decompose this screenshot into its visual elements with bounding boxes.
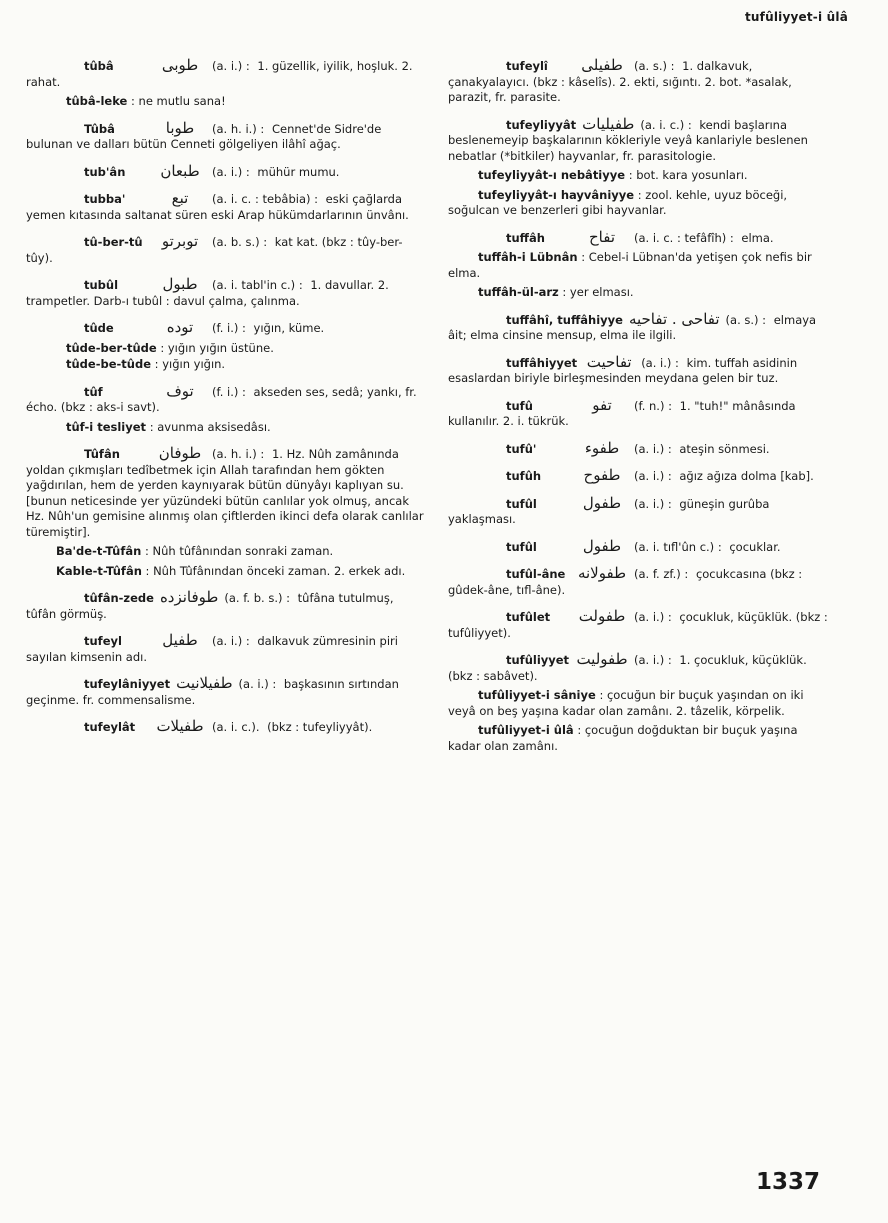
dictionary-entry [448,536,830,556]
dictionary-entry [36,420,426,436]
entry-arabic-script: طوبى [161,56,199,74]
dictionary-entry [26,277,426,309]
dictionary-entry [26,320,426,337]
entry-headword: Ba'de-t-Tûfân [56,544,142,558]
dictionary-entry [26,676,426,708]
entry-definition: elma. [741,230,774,245]
entry-headword: tufeyliyyât-ı nebâtiyye [478,168,626,182]
entry-definition: kat kat. (bkz : tûy-ber-tûy). [26,235,403,265]
entry-headword: tûde-ber-tûde [66,340,157,355]
entry-grammar: (a. b. s.) : [212,235,268,249]
entry-grammar: (a. i.) : [641,355,679,370]
entry-definition: dalkavuk zümresinin piri sayılan kimsenin adı. [26,634,398,664]
entry-definition: kendi başlarına beslenemeyip başkalarının kökleriyle veyâ kanlariyle beslenen nebatlar (*bitkiler) hayvanlar, fr. parasitologie. [448,117,808,163]
entry-headword: tuffâh-ül-arz [478,285,559,299]
entry-headword: tufeyliyyât-ı hayvâniyye [478,187,635,202]
entry-arabic-script: توف [166,381,194,400]
dictionary-entry [448,493,830,528]
entry-arabic-script: طوفانزده [159,588,219,606]
entry-definition: mühür mumu. [257,164,340,179]
entry-definition: (bkz : tufeyliyyât). [267,720,373,734]
entry-definition: : Cebel-i Lübnan'da yetişen çok nefis bir elma. [448,250,812,280]
entry-definition: kim. tuffah asidinin esaslardan biriyle birleşmesinden meydana gelen bir tuz. [448,355,798,385]
entry-arabic-script: تفاح [588,227,615,246]
entry-headword: tubûl [84,278,119,292]
entry-headword: tufeylât [84,720,136,734]
entry-grammar: (a. i.) : [634,610,672,624]
entry-grammar: (a. i.) : [212,634,250,648]
entry-grammar: (a. i. c.) : [640,117,692,132]
entry-headword: tufeyliyyât [506,117,577,132]
entry-definition: tûfâna tutulmuş, tûfân görmüş. [26,591,394,621]
entry-definition: güneşin gurûba yaklaşması. [448,496,770,526]
entry-headword: tûf-i tesliyet [66,419,147,434]
entry-grammar: (a. i.) : [634,469,672,483]
entry-grammar: (a. i.) : [238,677,277,691]
entry-arabic-script: طوبا [165,118,195,137]
entry-headword: tûfân-zede [84,591,154,605]
entry-definition: : yığın yığın. [154,357,226,371]
entry-headword: tufû' [506,441,537,456]
entry-definition: ağız ağıza dolma [kab]. [679,469,814,483]
entry-headword: tûde [84,321,114,335]
dictionary-entry [36,94,426,110]
entry-arabic-script: تفاحى . تفاحيه [628,309,720,328]
entry-definition: : avunma aksisedâsı. [149,419,271,434]
entry-headword: tufûliyyet-i sâniye [478,688,596,702]
entry-arabic-script: طبعان [160,161,200,180]
dictionary-entry [448,652,830,684]
dictionary-entry [448,438,830,458]
entry-headword: tûbâ [84,59,114,73]
entry-definition: Cennet'de Sidre'de bulunan ve dalları bütün Cenneti gölgeliyen ilâhî ağaç. [26,121,382,151]
entry-grammar: (a. i. c. : tebâbia) : [212,192,319,206]
entry-definition: 1. Hz. Nûh zamânında yoldan çıkmışları tedîbetmek için Allah tarafından hem gökten yağdırılan, hem de yerden kaynıyarak bütün dünyâyı kaplıyan su. [bunun neticesinde yer yüzündeki bütün canlılar yok olmuş, ancak Hz. Nûh'un gemisine alınmış olan çiftlerden ikinci defa olarak canlılar türemiştir]. [26,447,424,539]
dictionary-entry [36,341,426,357]
entry-headword: tubba' [84,192,126,206]
entry-headword: tuffâhî, tuffâhiyye [506,312,623,327]
entry-arabic-script: طبول [162,275,198,293]
page-number: 1337 [755,1169,820,1195]
left-column [26,58,426,740]
entry-definition: çocuklar. [729,539,781,554]
entry-definition: : Nûh Tûfânından önceki zaman. 2. erkek adı. [145,563,406,578]
dictionary-entry [448,58,830,106]
entry-arabic-script: طفيليات [582,114,635,133]
entry-arabic-script: طفيلى [581,56,623,74]
entry-definition: : zool. kehle, uyuz böceği, soğulcan ve benzerleri gibi hayvanlar. [448,187,788,217]
entry-headword: tufûl-âne [506,567,566,581]
entry-arabic-script: تبع [171,189,189,207]
entry-headword: tufeyl [84,634,122,648]
entry-grammar: (a. i.) : [634,653,672,667]
dictionary-entry [26,446,426,540]
entry-definition: : çocuğun doğduktan bir buçuk yaşına kadar olan zamânı. [448,723,798,753]
entry-arabic-script: طفول [582,493,622,512]
entry-definition: : yer elması. [562,285,634,299]
entry-grammar: (a. f. b. s.) : [224,591,291,605]
entry-arabic-script: تفو [592,395,612,414]
dictionary-entry [448,468,830,485]
entry-headword: tufûlet [506,610,551,624]
running-header: tufûliyyet-i ûlâ [744,10,848,24]
entry-arabic-script: طفوليت [576,650,628,668]
entry-grammar: (a. h. i.) : [212,447,265,461]
entry-headword: tufûliyyet [506,653,570,667]
entry-headword: tû-ber-tû [84,235,143,249]
entry-grammar: (a. s.) : [725,312,767,327]
dictionary-entry [448,227,830,247]
entry-headword: tufû [506,398,533,413]
entry-arabic-script: طفيلانيت [176,674,233,692]
entry-definition: yığın, küme. [253,321,325,335]
dictionary-entry [448,688,830,719]
entry-definition: 1. güzellik, iyilik, hoşluk. 2. rahat. [26,59,413,89]
entry-headword: tufûl [506,539,537,554]
dictionary-entry [26,234,426,266]
dictionary-entry [448,114,830,165]
entry-definition: başkasının sırtından geçinme. fr. commensalisme. [26,677,399,707]
entry-headword: Tûfân [84,447,120,461]
entry-headword: tuffâhiyyet [506,355,578,370]
entry-definition: 1. davullar. 2. trampetler. Darb-ı tubûl : davul çalma, çalınma. [26,278,389,308]
dictionary-entry [26,161,426,181]
entry-arabic-script: تفاحيت [586,352,632,371]
entry-headword: tuffâh [506,230,545,245]
entry-headword: tufeylâniyyet [84,677,171,691]
right-column [448,58,830,758]
entry-grammar: (a. i. tıfl'ûn c.) : [634,539,722,554]
entry-grammar: (f. i.) : [212,384,246,399]
entry-headword: Kable-t-Tûfân [56,563,142,578]
dictionary-entry [26,544,426,560]
dictionary-entry [26,58,426,90]
dictionary-entry [26,564,426,580]
entry-headword: tûbâ-leke [66,94,128,108]
entry-grammar: (a. h. i.) : [212,121,265,136]
dictionary-entry [448,566,830,598]
entry-headword: tufûl [506,496,537,511]
entry-arabic-script: توده [166,318,194,336]
entry-definition: akseden ses, sedâ; yankı, fr. écho. (bkz : aks-i savt). [26,384,417,414]
entry-grammar: (a. i.) : [634,496,672,511]
entry-arabic-script: طفوء [584,438,620,457]
entry-definition: çocukluk, küçüklük. (bkz : tufûliyyet). [448,610,828,640]
dictionary-entry [448,723,830,754]
dictionary-entry [26,191,426,223]
entry-arabic-script: طفولانه [577,564,627,582]
entry-grammar: (a. f. zf.) : [634,567,689,581]
entry-grammar: (f. i.) : [212,321,246,335]
entry-arabic-script: طفيلات [156,717,204,735]
entry-headword: tûde-be-tûde [66,357,152,371]
dictionary-entry [448,250,830,281]
dictionary-entry [448,168,830,184]
entry-headword: tufûh [506,469,542,483]
entry-grammar: (a. i. c.). [212,720,260,734]
entry-definition: 1. dalkavuk, çanakyalayıcı. (bkz : kâselîs). 2. ekti, sığıntı. 2. bot. *asalak, parazit, fr. parasite. [448,59,792,104]
dictionary-entry [26,590,426,622]
dictionary-entry [26,118,426,153]
dictionary-entry [36,357,426,373]
entry-grammar: (a. i.) : [212,164,250,179]
entry-definition: 1. çocukluk, küçüklük. (bkz : sabâvet). [448,653,807,683]
entry-headword: tuffâh-i Lübnân [478,250,578,264]
entry-grammar: (a. s.) : [634,59,675,73]
entry-arabic-script: طفوح [583,466,621,484]
entry-definition: : yığın yığın üstüne. [160,340,274,355]
entry-grammar: (a. i.) : [212,59,250,73]
dictionary-entry [26,381,426,416]
dictionary-entry [448,188,830,219]
entry-grammar: (a. i. c. : tefâfîh) : [634,230,734,245]
dictionary-entry [26,633,426,665]
dictionary-entry [448,609,830,641]
entry-arabic-script: توبرتو [161,232,199,250]
entry-definition: : Nûh tûfânından sonraki zaman. [144,544,334,558]
entry-definition: eski çağlarda yemen kıtasında saltanat süren eski Arap hükümdarlarının ünvânı. [26,192,409,222]
entry-definition: : ne mutlu sana! [131,94,226,108]
entry-grammar: (a. i. tabl'in c.) : [212,278,303,292]
entry-arabic-script: طفولت [578,607,626,625]
dictionary-entry [448,309,830,344]
entry-arabic-script: طفيل [162,631,198,649]
entry-headword: tufeylî [506,59,548,73]
dictionary-entry [26,719,426,736]
dictionary-entry [448,395,830,430]
dictionary-entry [448,285,830,301]
entry-headword: Tûbâ [84,121,115,136]
entry-definition: : bot. kara yosunları. [628,168,748,182]
entry-definition: elmaya âit; elma cinsine mensup, elma ile ilgili. [448,312,817,342]
entry-grammar: (a. i.) : [634,441,672,456]
entry-definition: : çocuğun bir buçuk yaşından on iki veyâ on beş yaşına kadar olan zamânı. 2. tâzelik, körpelik. [448,688,804,718]
dictionary-entry [448,352,830,387]
entry-definition: 1. "tuh!" mânâsında kullanılır. 2. i. tükrük. [448,398,796,428]
entry-arabic-script: طوفان [158,444,202,462]
entry-definition: ateşin sönmesi. [679,441,770,456]
entry-grammar: (f. n.) : [634,398,672,413]
entry-arabic-script: طفول [582,536,622,555]
entry-headword: tub'ân [84,164,126,179]
entry-definition: çocukcasına (bkz : gûdek-âne, tıfl-âne). [448,567,803,597]
entry-headword: tufûliyyet-i ûlâ [478,723,574,737]
entry-headword: tûf [84,384,103,399]
